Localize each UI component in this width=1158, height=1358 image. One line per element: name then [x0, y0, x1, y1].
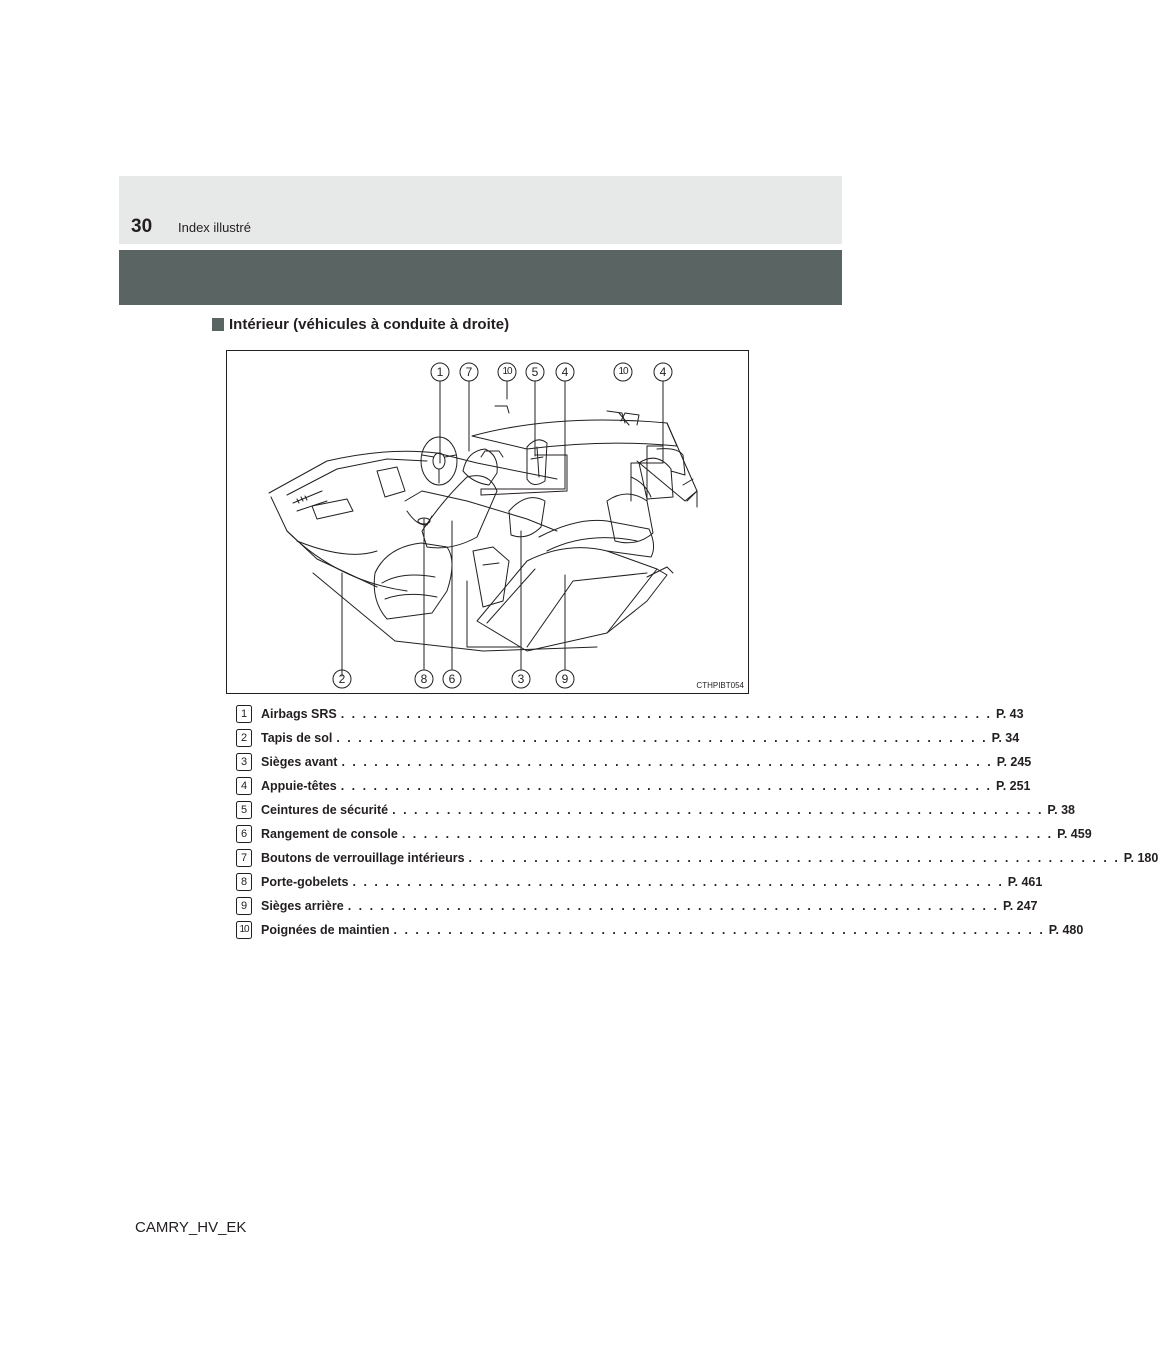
page-reference[interactable]: P. 459: [1057, 827, 1092, 841]
dot-leader: . . . . . . . . . . . . . . . . . . . . . . . . . . . . . . . . . . . . . . . . . . . . . . . . . . . . . . . . . . . .: [341, 755, 993, 769]
callout-10: 10: [497, 362, 517, 382]
dot-leader: . . . . . . . . . . . . . . . . . . . . . . . . . . . . . . . . . . . . . . . . . . . . . . . . . . . . . . . . . . . .: [340, 779, 992, 793]
item-label: Rangement de console: [261, 827, 398, 841]
number-badge-icon: 4: [236, 777, 252, 795]
page-reference[interactable]: P. 180: [1123, 851, 1158, 865]
number-badge-icon: 1: [236, 705, 252, 723]
list-item: [236, 798, 1075, 822]
page-reference[interactable]: P. 245: [996, 755, 1032, 769]
item-label: Porte-gobelets: [261, 875, 349, 889]
item-label: Boutons de verrouillage intérieurs: [261, 851, 465, 865]
callout-6: 6: [442, 669, 462, 689]
callout-7: 7: [459, 362, 479, 382]
index-list: [236, 702, 1158, 942]
item-label: Sièges avant: [261, 755, 338, 769]
header-dark-band: [119, 250, 842, 305]
callout-4: 4: [555, 362, 575, 382]
page-reference[interactable]: P. 461: [1007, 875, 1043, 889]
number-badge-icon: 2: [236, 729, 252, 747]
dot-leader: . . . . . . . . . . . . . . . . . . . . . . . . . . . . . . . . . . . . . . . . . . . . . . . . . . . . . . . . . . . .: [340, 707, 992, 721]
dot-leader: . . . . . . . . . . . . . . . . . . . . . . . . . . . . . . . . . . . . . . . . . . . . . . . . . . . . . . . . . . . .: [336, 731, 988, 745]
list-item: [236, 726, 1020, 750]
page-reference[interactable]: P. 247: [1002, 899, 1038, 913]
callout-2: 2: [332, 669, 352, 689]
list-item: [236, 822, 1092, 846]
list-item: [236, 918, 1084, 942]
dot-leader: . . . . . . . . . . . . . . . . . . . . . . . . . . . . . . . . . . . . . . . . . . . . . . . . . . . . . . . . . . . .: [392, 803, 1044, 817]
list-item: [236, 870, 1043, 894]
number-badge-icon: 7: [236, 849, 252, 867]
callout-10: 10: [613, 362, 633, 382]
item-label: Ceintures de sécurité: [261, 803, 389, 817]
list-item: [236, 774, 1031, 798]
dot-leader: . . . . . . . . . . . . . . . . . . . . . . . . . . . . . . . . . . . . . . . . . . . . . . . . . . . . . . . . . . . .: [401, 827, 1054, 841]
page-number: 30: [131, 216, 153, 237]
figure-code: CTHPIBT054: [696, 681, 744, 690]
item-label: Appuie-têtes: [261, 779, 337, 793]
dot-leader: . . . . . . . . . . . . . . . . . . . . . . . . . . . . . . . . . . . . . . . . . . . . . . . . . . . . . . . . . . . .: [352, 875, 1004, 889]
car-interior-drawing: [227, 351, 750, 695]
item-label: Tapis de sol: [261, 731, 333, 745]
chapter-title: Index illustré: [178, 220, 251, 235]
callout-8: 8: [414, 669, 434, 689]
item-label: Airbags SRS: [261, 707, 337, 721]
number-badge-icon: 6: [236, 825, 252, 843]
dot-leader: . . . . . . . . . . . . . . . . . . . . . . . . . . . . . . . . . . . . . . . . . . . . . . . . . . . . . . . . . . . .: [347, 899, 999, 913]
number-badge-icon: 10: [236, 921, 252, 939]
list-item: [236, 894, 1038, 918]
number-badge-icon: 8: [236, 873, 252, 891]
list-item: [236, 702, 1024, 726]
page-reference[interactable]: P. 480: [1048, 923, 1084, 937]
item-label: Sièges arrière: [261, 899, 344, 913]
interior-illustration: [226, 350, 749, 694]
section-marker-icon: [212, 318, 224, 331]
item-label: Poignées de maintien: [261, 923, 390, 937]
callout-4: 4: [653, 362, 673, 382]
callout-1: 1: [430, 362, 450, 382]
callout-3: 3: [511, 669, 531, 689]
dot-leader: . . . . . . . . . . . . . . . . . . . . . . . . . . . . . . . . . . . . . . . . . . . . . . . . . . . . . . . . . . . .: [393, 923, 1045, 937]
footer-model-code: CAMRY_HV_EK: [135, 1219, 247, 1236]
callout-5: 5: [525, 362, 545, 382]
page-reference[interactable]: P. 251: [995, 779, 1031, 793]
list-item: [236, 846, 1158, 870]
page-reference[interactable]: P. 34: [991, 731, 1020, 745]
page-reference[interactable]: P. 38: [1047, 803, 1075, 817]
number-badge-icon: 3: [236, 753, 252, 771]
number-badge-icon: 5: [236, 801, 252, 819]
callout-9: 9: [555, 669, 575, 689]
list-item: [236, 750, 1032, 774]
number-badge-icon: 9: [236, 897, 252, 915]
dot-leader: . . . . . . . . . . . . . . . . . . . . . . . . . . . . . . . . . . . . . . . . . . . . . . . . . . . . . . . . . . . .: [468, 851, 1120, 865]
page-reference[interactable]: P. 43: [996, 707, 1024, 721]
section-title: Intérieur (véhicules à conduite à droite): [229, 316, 510, 333]
